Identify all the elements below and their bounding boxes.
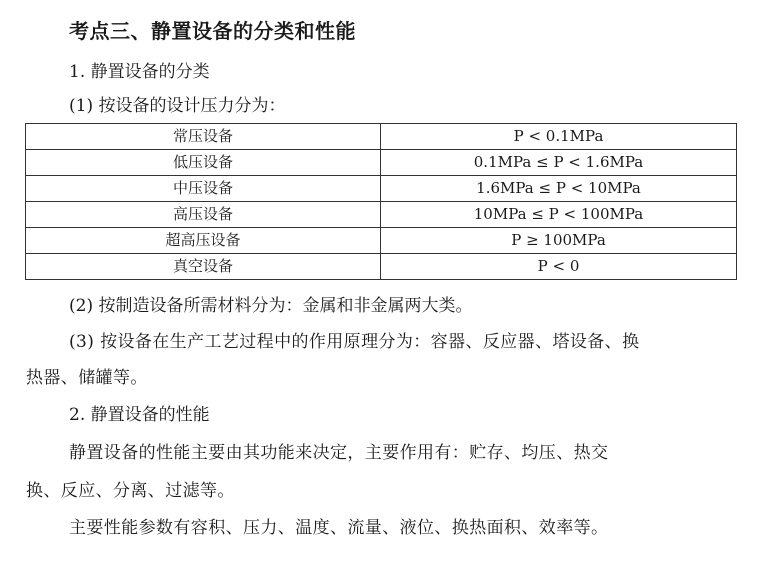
item-principle-classification: (3) 按设备在生产工艺过程中的作用原理分为：容器、反应器、塔设备、换 [69,332,640,352]
pressure-range-cell: P < 0 [381,254,737,280]
pressure-range-cell: 1.6MPa ≤ P < 10MPa [381,176,737,202]
equipment-type-cell: 高压设备 [26,202,381,228]
subsection-performance-title: 2. 静置设备的性能 [69,405,210,425]
equipment-type-cell: 常压设备 [26,124,381,150]
item-principle-classification-cont: 热器、储罐等。 [26,368,148,388]
equipment-type-cell: 低压设备 [26,150,381,176]
pressure-range-cell: 10MPa ≤ P < 100MPa [381,202,737,228]
pressure-range-cell: 0.1MPa ≤ P < 1.6MPa [381,150,737,176]
table-row [26,202,737,228]
equipment-type-cell: 超高压设备 [26,228,381,254]
pressure-range-cell: P ≥ 100MPa [381,228,737,254]
equipment-type-cell: 真空设备 [26,254,381,280]
table-row [26,150,737,176]
table-row [26,176,737,202]
performance-parameters: 主要性能参数有容积、压力、温度、流量、液位、换热面积、效率等。 [69,518,609,538]
table-row [26,254,737,280]
table-row [26,228,737,254]
pressure-classification-table [25,123,737,280]
performance-paragraph-cont: 换、反应、分离、过滤等。 [26,481,235,501]
equipment-type-cell: 中压设备 [26,176,381,202]
pressure-range-cell: P < 0.1MPa [381,124,737,150]
performance-paragraph: 静置设备的性能主要由其功能来决定，主要作用有：贮存、均压、热交 [69,443,609,463]
item-pressure-classification: (1) 按设备的设计压力分为： [69,96,286,116]
section-title: 考点三、静置设备的分类和性能 [69,19,356,43]
item-material-classification: (2) 按制造设备所需材料分为：金属和非金属两大类。 [69,296,473,316]
table-row [26,124,737,150]
subsection-classification-title: 1. 静置设备的分类 [69,62,210,82]
